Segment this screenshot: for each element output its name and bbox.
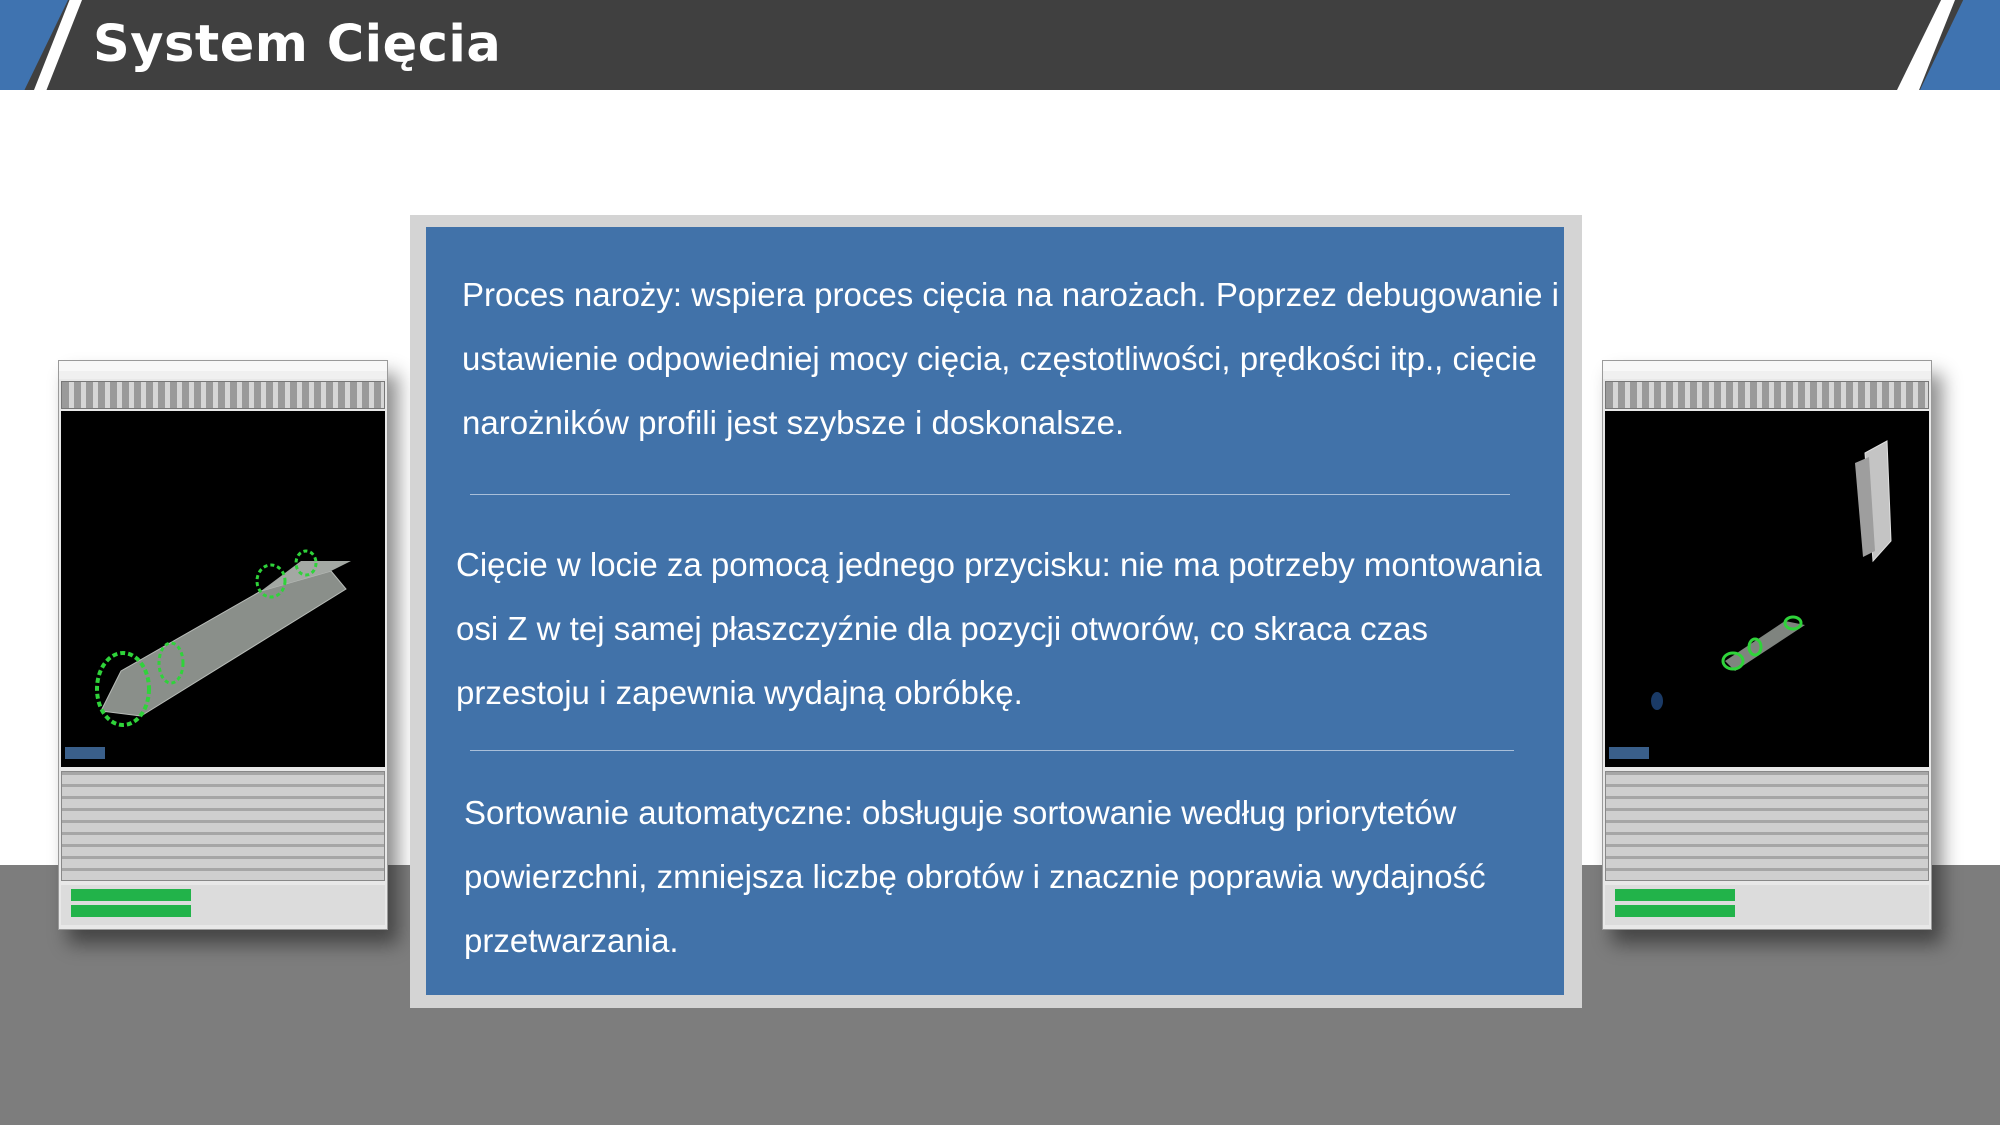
app-3d-viewport bbox=[1605, 411, 1929, 767]
app-menubar bbox=[59, 371, 387, 379]
app-menubar bbox=[1603, 371, 1931, 379]
cutting-software-screenshot-left bbox=[58, 360, 388, 930]
feature-corner-process: Proces naroży: wspiera proces cięcia na narożach. Poprzez debugowanie i ustawienie odpowiedniej mocy cięcia, częstotliwości, prędkości itp., cięcie narożników profili jest szybsze i doskonalsze. bbox=[462, 276, 1559, 441]
app-control-panel bbox=[61, 771, 385, 881]
app-toolbar bbox=[1605, 381, 1929, 409]
profile-model-graphic bbox=[61, 411, 385, 767]
app-titlebar bbox=[1603, 361, 1931, 371]
feature-auto-sorting: Sortowanie automatyczne: obsługuje sortowanie według priorytetów powierzchni, zmniejsza liczbę obrotów i znacznie poprawia wydajność przetwarzania. bbox=[464, 794, 1486, 959]
feature-flying-cut: Cięcie w locie za pomocą jednego przycisku: nie ma potrzeby montowania osi Z w tej samej płaszczyźnie dla pozycji otworów, co skraca czas przestoju i zapewnia wydajną obróbkę. bbox=[456, 546, 1542, 711]
status-bar-green bbox=[71, 905, 191, 917]
profile-model-graphic bbox=[1605, 411, 1929, 767]
cutting-software-screenshot-right bbox=[1602, 360, 1932, 930]
app-status-area bbox=[61, 885, 385, 925]
app-3d-viewport bbox=[61, 411, 385, 767]
app-control-panel bbox=[1605, 771, 1929, 881]
page-title: System Cięcia bbox=[93, 15, 502, 74]
app-titlebar bbox=[59, 361, 387, 371]
divider bbox=[470, 494, 1510, 495]
slide-header bbox=[0, 0, 2000, 90]
status-bar-green bbox=[71, 889, 191, 901]
divider bbox=[470, 750, 1514, 751]
status-bar-green bbox=[1615, 889, 1735, 901]
status-bar-green bbox=[1615, 905, 1735, 917]
app-toolbar bbox=[61, 381, 385, 409]
app-status-area bbox=[1605, 885, 1929, 925]
